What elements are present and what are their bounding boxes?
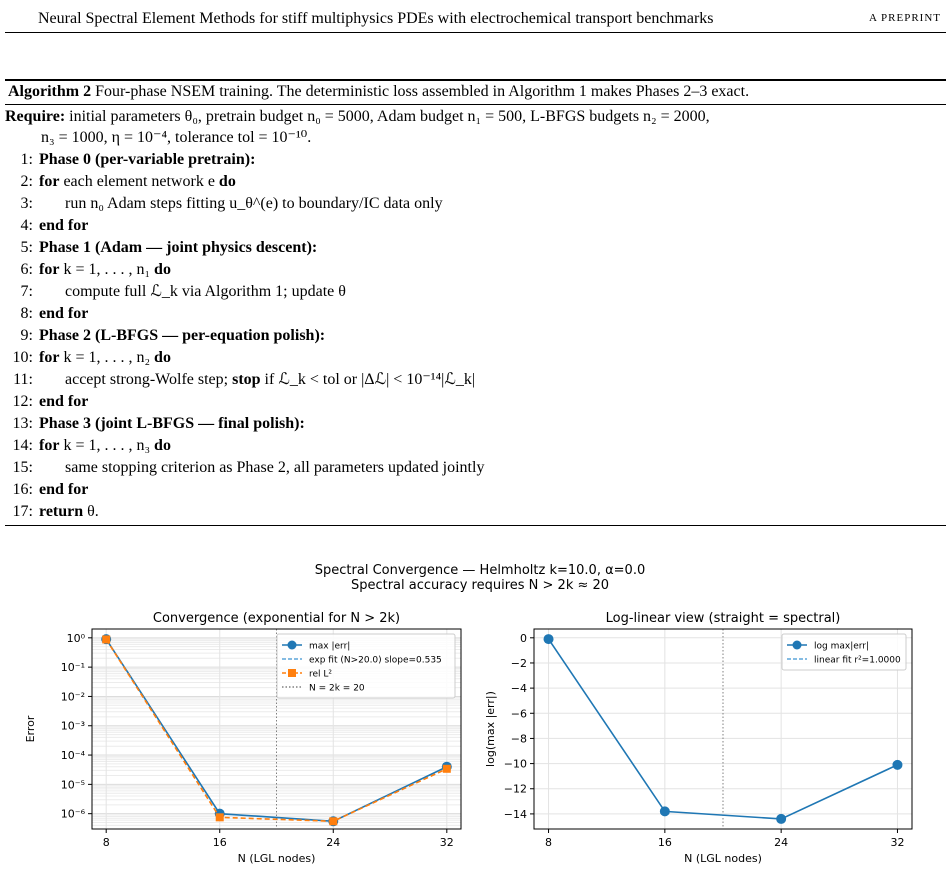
legend-marker bbox=[288, 669, 296, 677]
y-tick-label: −12 bbox=[503, 782, 527, 796]
line-text: Phase 3 (joint L-BFGS — final polish): bbox=[39, 415, 305, 432]
preprint-tag: A PREPRINT bbox=[868, 12, 941, 24]
line-text: compute full ℒ_k via Algorithm 1; update θ bbox=[65, 283, 346, 300]
line-text: for k = 1, . . . , n₁ do bbox=[39, 261, 171, 278]
line-number: 13: bbox=[12, 415, 33, 432]
log-linear-panel bbox=[484, 611, 912, 865]
x-tick-label: 16 bbox=[212, 836, 227, 849]
data-point bbox=[544, 634, 554, 644]
algorithm-line bbox=[5, 325, 946, 347]
y-axis-label: log(max |err|) bbox=[484, 691, 497, 767]
y-axis-label: Error bbox=[24, 715, 37, 743]
x-tick-label: 8 bbox=[545, 836, 553, 849]
legend-label: N = 2k = 20 bbox=[309, 683, 365, 694]
y-tick-label: −6 bbox=[510, 707, 527, 721]
line-text: run n₀ Adam steps fitting u_θ^(e) to boundary/IC data only bbox=[65, 195, 443, 212]
y-tick-label: 10⁻⁵ bbox=[60, 778, 85, 792]
data-point bbox=[443, 765, 451, 773]
line-text: for k = 1, . . . , n₂ do bbox=[39, 349, 171, 366]
x-tick-label: 32 bbox=[439, 836, 454, 849]
y-tick-label: −4 bbox=[510, 682, 527, 696]
line-number: 7: bbox=[20, 283, 33, 300]
figure-suptitle-2: Spectral accuracy requires N > 2k ≈ 20 bbox=[350, 578, 610, 593]
y-tick-label: 10⁻³ bbox=[60, 719, 85, 733]
data-point bbox=[660, 806, 670, 816]
legend-label: rel L² bbox=[309, 669, 333, 680]
running-title: Neural Spectral Element Methods for stiff multiphysics PDEs with electrochemical transport benchmarks bbox=[38, 10, 714, 27]
algorithm-line bbox=[5, 259, 946, 281]
algorithm-line bbox=[5, 171, 946, 193]
legend-marker bbox=[793, 641, 802, 650]
line-number: 10: bbox=[12, 349, 33, 366]
require-text-1: initial parameters θ₀, pretrain budget n₀ = 5000, Adam budget n₁ = 500, L-BFGS budgets n₂ = 2000, bbox=[69, 108, 710, 125]
legend-marker bbox=[288, 641, 297, 650]
line-number: 14: bbox=[12, 437, 33, 454]
line-number: 9: bbox=[20, 327, 33, 344]
line-text: for each element network e do bbox=[39, 173, 236, 190]
data-point bbox=[776, 814, 786, 824]
y-tick-label: −2 bbox=[510, 656, 527, 670]
panel-title: Log-linear view (straight = spectral) bbox=[605, 611, 841, 626]
line-number: 12: bbox=[12, 393, 33, 410]
line-text: same stopping criterion as Phase 2, all parameters updated jointly bbox=[65, 459, 485, 476]
line-text: Phase 2 (L-BFGS — per-equation polish): bbox=[39, 327, 326, 344]
line-number: 11: bbox=[13, 371, 33, 388]
x-tick-label: 32 bbox=[890, 836, 905, 849]
spectral-convergence-figure bbox=[0, 550, 951, 895]
x-tick-label: 16 bbox=[657, 836, 672, 849]
require-text-2: n₃ = 1000, η = 10⁻⁴, tolerance tol = 10⁻¹⁰. bbox=[41, 129, 312, 146]
legend-label: log max|err| bbox=[814, 641, 870, 652]
algorithm-lines bbox=[5, 149, 946, 523]
x-axis-label: N (LGL nodes) bbox=[684, 852, 762, 865]
algorithm-line bbox=[5, 347, 946, 369]
line-number: 1: bbox=[20, 151, 33, 168]
x-tick-label: 24 bbox=[774, 836, 789, 849]
x-axis-label: N (LGL nodes) bbox=[237, 852, 316, 865]
y-tick-label: 10⁻⁶ bbox=[60, 807, 85, 821]
figure-suptitle-1: Spectral Convergence — Helmholtz k=10.0, α=0.0 bbox=[314, 563, 646, 578]
line-text: Phase 0 (per-variable pretrain): bbox=[39, 151, 256, 168]
line-number: 3: bbox=[20, 195, 33, 212]
algorithm-line bbox=[5, 391, 946, 413]
algorithm-line bbox=[5, 479, 946, 501]
algorithm-box bbox=[5, 79, 946, 526]
legend-label: exp fit (N>20.0) slope=0.535 bbox=[309, 655, 442, 666]
y-tick-label: 10⁻² bbox=[60, 690, 85, 704]
x-tick-label: 8 bbox=[102, 836, 110, 849]
line-text: for k = 1, . . . , n₃ do bbox=[39, 437, 171, 454]
y-tick-label: −8 bbox=[510, 732, 527, 746]
x-tick-label: 24 bbox=[326, 836, 341, 849]
y-tick-label: 10⁰ bbox=[66, 631, 85, 645]
line-text: return θ. bbox=[39, 503, 99, 520]
data-point bbox=[216, 813, 224, 821]
legend-label: linear fit r²=1.0000 bbox=[814, 655, 901, 666]
algorithm-line bbox=[5, 369, 946, 391]
algorithm-caption bbox=[5, 81, 946, 104]
line-number: 4: bbox=[20, 217, 33, 234]
y-tick-label: 0 bbox=[520, 631, 527, 645]
y-tick-label: 10⁻¹ bbox=[60, 661, 85, 675]
algorithm-bottom-rule bbox=[5, 525, 946, 526]
require-line bbox=[5, 107, 946, 127]
algorithm-line bbox=[5, 193, 946, 215]
line-text: end for bbox=[39, 481, 89, 498]
line-text: end for bbox=[39, 217, 89, 234]
line-number: 5: bbox=[20, 239, 33, 256]
algorithm-line bbox=[5, 435, 946, 457]
legend-label: max |err| bbox=[309, 641, 351, 652]
line-text: Phase 1 (Adam — joint physics descent): bbox=[39, 239, 318, 256]
algorithm-body bbox=[5, 105, 946, 523]
line-number: 16: bbox=[12, 481, 33, 498]
algorithm-caption-text: Four-phase NSEM training. The deterministic loss assembled in Algorithm 1 makes Phases 2–3 exact. bbox=[95, 83, 750, 100]
line-text: end for bbox=[39, 305, 89, 322]
y-tick-label: −14 bbox=[503, 807, 527, 821]
algorithm-line bbox=[5, 281, 946, 303]
y-tick-label: 10⁻⁴ bbox=[60, 749, 85, 763]
panel-title: Convergence (exponential for N > 2k) bbox=[152, 611, 401, 626]
y-tick-label: −10 bbox=[503, 757, 527, 771]
require-label: Require: bbox=[5, 108, 66, 125]
algorithm-line bbox=[5, 215, 946, 237]
algorithm-line bbox=[5, 501, 946, 523]
data-point bbox=[892, 760, 902, 770]
algorithm-line bbox=[5, 149, 946, 171]
algorithm-label: Algorithm 2 bbox=[8, 83, 92, 100]
header-rule bbox=[5, 32, 946, 33]
line-number: 2: bbox=[20, 173, 33, 190]
line-number: 15: bbox=[12, 459, 33, 476]
algorithm-line bbox=[5, 237, 946, 259]
algorithm-line bbox=[5, 413, 946, 435]
algorithm-line bbox=[5, 303, 946, 325]
line-number: 17: bbox=[12, 503, 33, 520]
algorithm-line bbox=[5, 457, 946, 479]
legend-box bbox=[277, 634, 455, 698]
line-text: end for bbox=[39, 393, 89, 410]
require-line-2 bbox=[5, 127, 946, 149]
line-number: 8: bbox=[20, 305, 33, 322]
data-point bbox=[329, 817, 337, 825]
convergence-panel bbox=[24, 611, 461, 865]
data-point bbox=[102, 635, 110, 643]
line-text: accept strong-Wolfe step; stop if ℒ_k < tol or |Δℒ| < 10⁻¹⁴|ℒ_k| bbox=[65, 371, 476, 388]
line-number: 6: bbox=[20, 261, 33, 278]
